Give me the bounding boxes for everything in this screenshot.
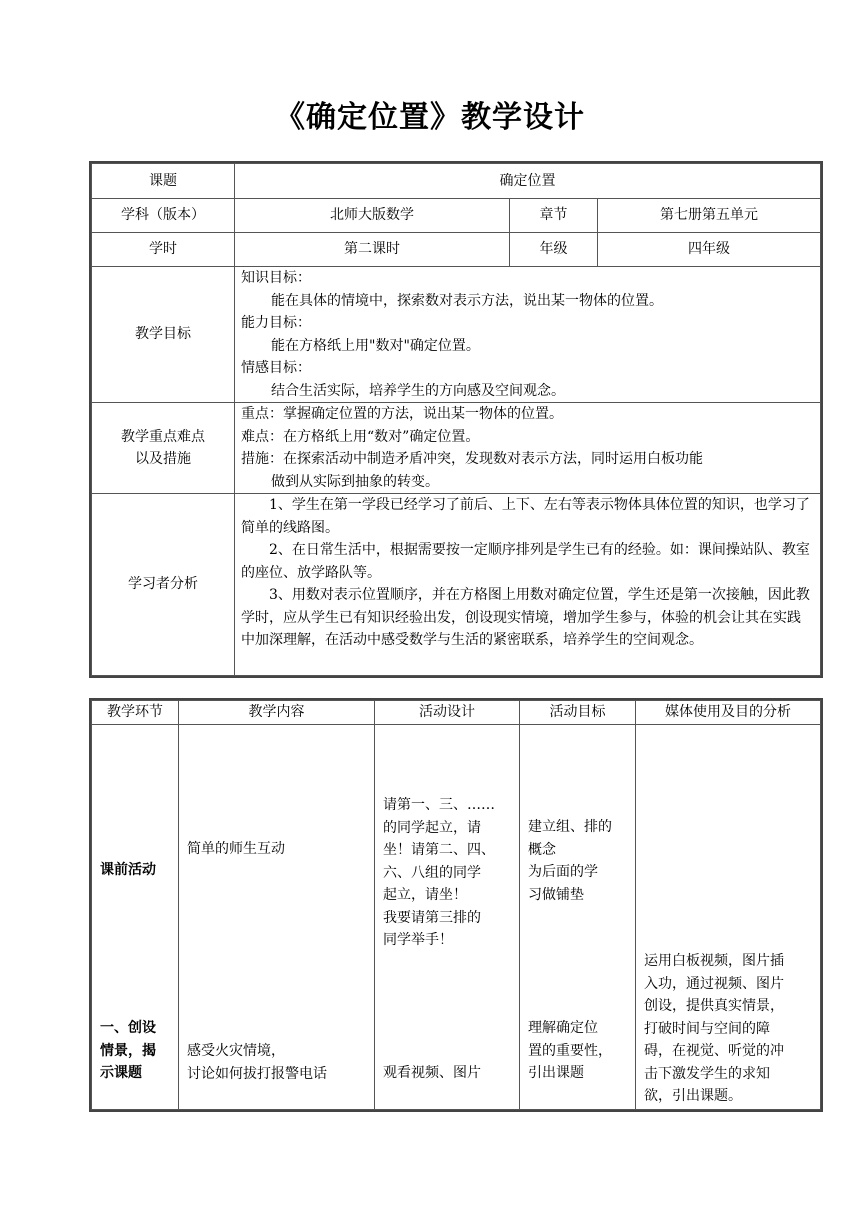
goal-pre-class: [528, 816, 612, 906]
activity-cell: [375, 725, 520, 1110]
grade-label: 年级: [510, 233, 598, 267]
activity-line: 六、八组的同学: [383, 864, 481, 881]
goals-cell: [235, 267, 821, 403]
content-cell: [179, 725, 375, 1110]
period-value: 第二课时: [235, 233, 510, 267]
lesson-plan-table: [91, 700, 821, 1110]
goals-line: 能力目标：: [241, 315, 311, 331]
media-line: 创设，提供真实情景，: [644, 998, 784, 1014]
document-title: 《确定位置》教学设计: [275, 100, 585, 135]
goal-line: 为后面的学: [528, 864, 598, 880]
grade-value: 四年级: [598, 233, 821, 267]
media-line: 打破时间与空间的障: [644, 1020, 770, 1037]
goal-cell: [520, 725, 636, 1110]
subject-label: 学科（版本）: [92, 199, 235, 233]
media-line: 欲，引出课题。: [644, 1088, 742, 1104]
topic-label: 课题: [92, 164, 235, 199]
media-line: 入功，通过视频、图片: [644, 975, 784, 992]
activity-pre-class: [383, 794, 495, 952]
period-label: 学时: [92, 233, 235, 267]
goals-line: 结合生活实际，培养学生的方向感及空间观念。: [271, 382, 565, 399]
goal-line: 习做铺垫: [528, 886, 584, 903]
goals-line: 情感目标：: [241, 360, 311, 376]
activity-line: 的同学起立，请: [383, 819, 481, 836]
header-goal: 活动目标: [520, 701, 636, 725]
learner-paragraph: 1、学生在第一学段已经学习了前后、上下、左右等表示物体具体位置的知识，也学习了简单的线路图。: [241, 497, 810, 536]
keypoints-label-line: 教学重点难点: [121, 428, 205, 445]
stage-intro-line: 情景，揭: [100, 1042, 156, 1059]
keypoints-label: [92, 403, 235, 494]
goal-line: 建立组、排的: [528, 819, 612, 835]
content-intro-line: 感受火灾情境，: [187, 1043, 285, 1059]
media-line: 运用白板视频，图片插: [644, 953, 784, 969]
content-intro: [187, 1040, 327, 1085]
goal-intro: [528, 1017, 612, 1085]
chapter-label: 章节: [510, 199, 598, 233]
activity-line: 坐！请第二、四、: [383, 842, 495, 858]
content-pre-class: 简单的师生互动: [187, 841, 285, 857]
goal-line: 置的重要性，: [528, 1042, 612, 1059]
stage-intro: [100, 1017, 156, 1085]
goals-label: 教学目标: [92, 267, 235, 403]
activity-line: 请第一、三、……: [383, 797, 495, 813]
topic-value: 确定位置: [235, 164, 821, 199]
keypoints-label-line: 以及措施: [135, 451, 191, 467]
header-content: 教学内容: [179, 701, 375, 725]
learner-paragraph: 3、用数对表示位置顺序，并在方格图上用数对确定位置，学生还是第一次接触，因此教学时，应从学生已有知识经验出发，创设现实情境，增加学生参与，体验的机会让其在实践中加深理解，在活动中感受数学与生活的紧密联系，培养学生的空间观念。: [241, 587, 810, 648]
stage-cell: [92, 725, 179, 1110]
activity-line: 我要请第三排的: [383, 909, 481, 926]
header-media: 媒体使用及目的分析: [636, 701, 821, 725]
activity-intro: 观看视频、图片: [383, 1065, 481, 1081]
learner-label: 学习者分析: [92, 494, 235, 676]
keypoints-line: 做到从实际到抽象的转变。: [271, 473, 439, 490]
header-activity: 活动设计: [375, 701, 520, 725]
keypoints-line: 重点：掌握确定位置的方法，说出某一物体的位置。: [241, 406, 563, 422]
media-line: 碍，在视觉、听觉的冲: [644, 1043, 784, 1059]
stage-intro-line: 示课题: [100, 1065, 142, 1081]
stage-pre-class: 课前活动: [100, 862, 156, 878]
header-stage: 教学环节: [92, 701, 179, 725]
activity-line: 同学举手！: [383, 932, 453, 948]
lesson-info-table: [91, 163, 821, 676]
media-line: 击下激发学生的求知: [644, 1065, 770, 1082]
keypoints-cell: [235, 403, 821, 494]
subject-value: 北师大版数学: [235, 199, 510, 233]
media-cell: [636, 725, 821, 1110]
content-intro-line: 讨论如何拔打报警电话: [187, 1065, 327, 1082]
stage-intro-line: 一、创设: [100, 1020, 156, 1036]
media-analysis: [644, 950, 784, 1108]
learner-paragraph: 2、在日常生活中，根据需要按一定顺序排列是学生已有的经验。如：课间操站队、教室的座位、放学路队等。: [241, 542, 810, 581]
learner-cell: [235, 494, 821, 676]
chapter-value: 第七册第五单元: [598, 199, 821, 233]
activity-line: 起立，请坐！: [383, 887, 467, 903]
goal-line: 理解确定位: [528, 1020, 598, 1036]
keypoints-line: 措施：在探索活动中制造矛盾冲突，发现数对表示方法，同时运用白板功能: [241, 451, 703, 467]
goal-line: 概念: [528, 841, 556, 858]
keypoints-line: 难点：在方格纸上用“数对”确定位置。: [241, 428, 480, 445]
goals-line: 能在具体的情境中，探索数对表示方法，说出某一物体的位置。: [271, 292, 663, 309]
goals-line: 知识目标：: [241, 270, 311, 286]
goal-line: 引出课题: [528, 1065, 584, 1081]
goals-line: 能在方格纸上用"数对"确定位置。: [271, 337, 480, 354]
